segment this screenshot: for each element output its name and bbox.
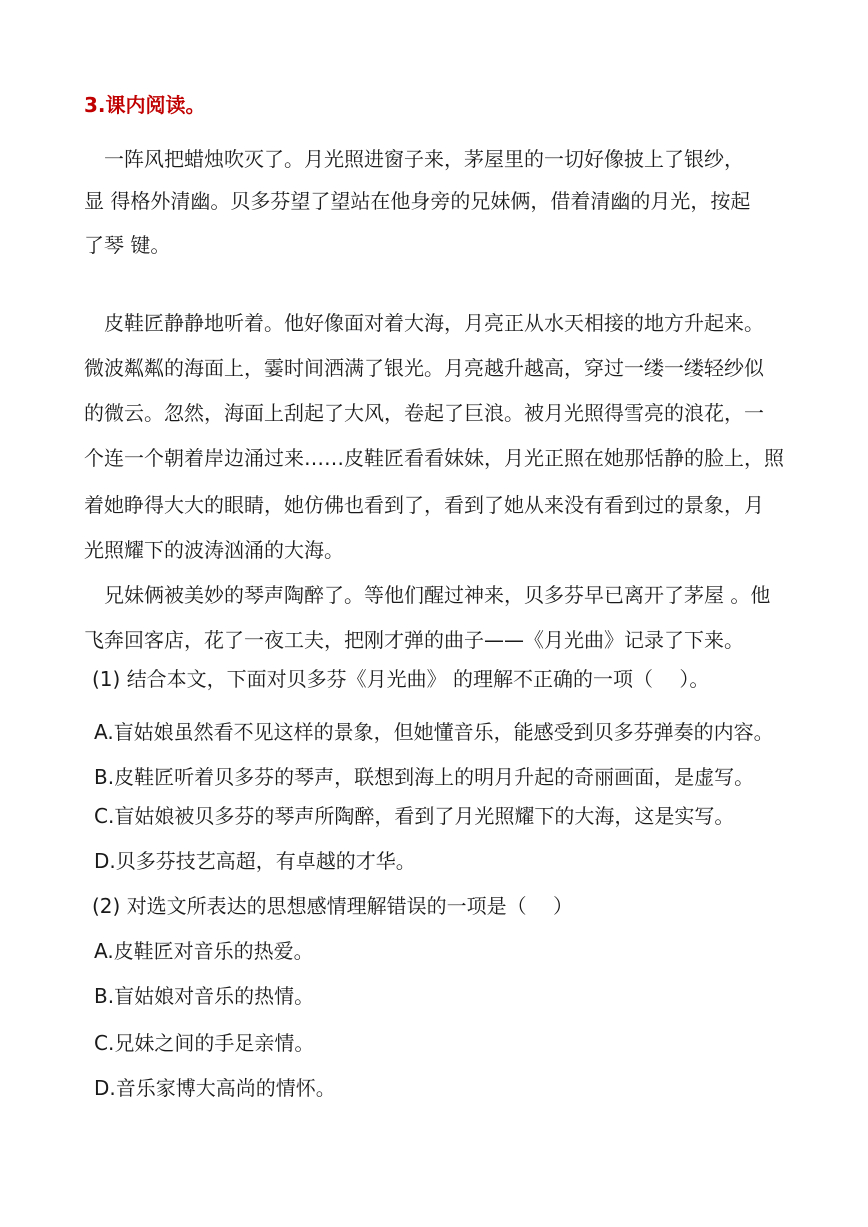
question-1-option-d: D.贝多芬技艺高超，有卓越的才华。 bbox=[94, 849, 416, 873]
question-2-stem: (2) 对选文所表达的思想感情理解错误的一项是（ ） bbox=[92, 894, 574, 918]
question-2-option-a: A.皮鞋匠对音乐的热爱。 bbox=[94, 939, 314, 963]
passage-p2-line-2: 微波粼粼的海面上，霎时间洒满了银光。月亮越升越高，穿过一缕一缕轻纱似 bbox=[84, 356, 764, 380]
question-2-option-d: D.音乐家博大高尚的情怀。 bbox=[94, 1076, 336, 1100]
passage-p1-line-2: 显 得格外清幽。贝多芬望了望站在他身旁的兄妹俩，借着清幽的月光，按起 bbox=[84, 189, 751, 213]
passage-p2-line-3: 的微云。忽然，海面上刮起了大风，卷起了巨浪。被月光照得雪亮的浪花，一 bbox=[84, 401, 764, 425]
passage-p2-line-6: 光照耀下的波涛汹涌的大海。 bbox=[84, 538, 344, 562]
passage-p2-line-5: 着她睁得大大的眼睛，她仿佛也看到了，看到了她从来没有看到过的景象，月 bbox=[84, 493, 764, 517]
section-heading: 3.课内阅读。 bbox=[84, 93, 206, 117]
question-1-stem: (1) 结合本文，下面对贝多芬《月光曲》 的理解不正确的一项（ ）。 bbox=[92, 667, 710, 691]
question-2-option-c: C.兄妹之间的手足亲情。 bbox=[94, 1031, 315, 1055]
passage-p3-line-1: 兄妹俩被美妙的琴声陶醉了。等他们醒过神来，贝多芬早已离开了茅屋 。他 bbox=[104, 583, 771, 607]
passage-p3-line-2: 飞奔回客店，花了一夜工夫，把刚才弹的曲子——《月光曲》记录了下来。 bbox=[84, 628, 744, 652]
passage-p2-line-1: 皮鞋匠静静地听着。他好像面对着大海，月亮正从水天相接的地方升起来。 bbox=[104, 311, 764, 335]
passage-p2-line-4: 个连一个朝着岸边涌过来……皮鞋匠看看妹妹，月光正照在她那恬静的脸上，照 bbox=[84, 446, 784, 470]
question-1-option-a: A.盲姑娘虽然看不见这样的景象，但她懂音乐，能感受到贝多芬弹奏的内容。 bbox=[94, 720, 774, 744]
question-1-option-b: B.皮鞋匠听着贝多芬的琴声，联想到海上的明月升起的奇丽画面，是虚写。 bbox=[94, 765, 755, 789]
passage-p1-line-3: 了琴 键。 bbox=[84, 233, 171, 257]
passage-p1-line-1: 一阵风把蜡烛吹灭了。月光照进窗子来，茅屋里的一切好像披上了银纱， bbox=[104, 147, 744, 171]
question-1-option-c: C.盲姑娘被贝多芬的琴声所陶醉，看到了月光照耀下的大海，这是实写。 bbox=[94, 804, 735, 828]
question-2-option-b: B.盲姑娘对音乐的热情。 bbox=[94, 984, 315, 1008]
